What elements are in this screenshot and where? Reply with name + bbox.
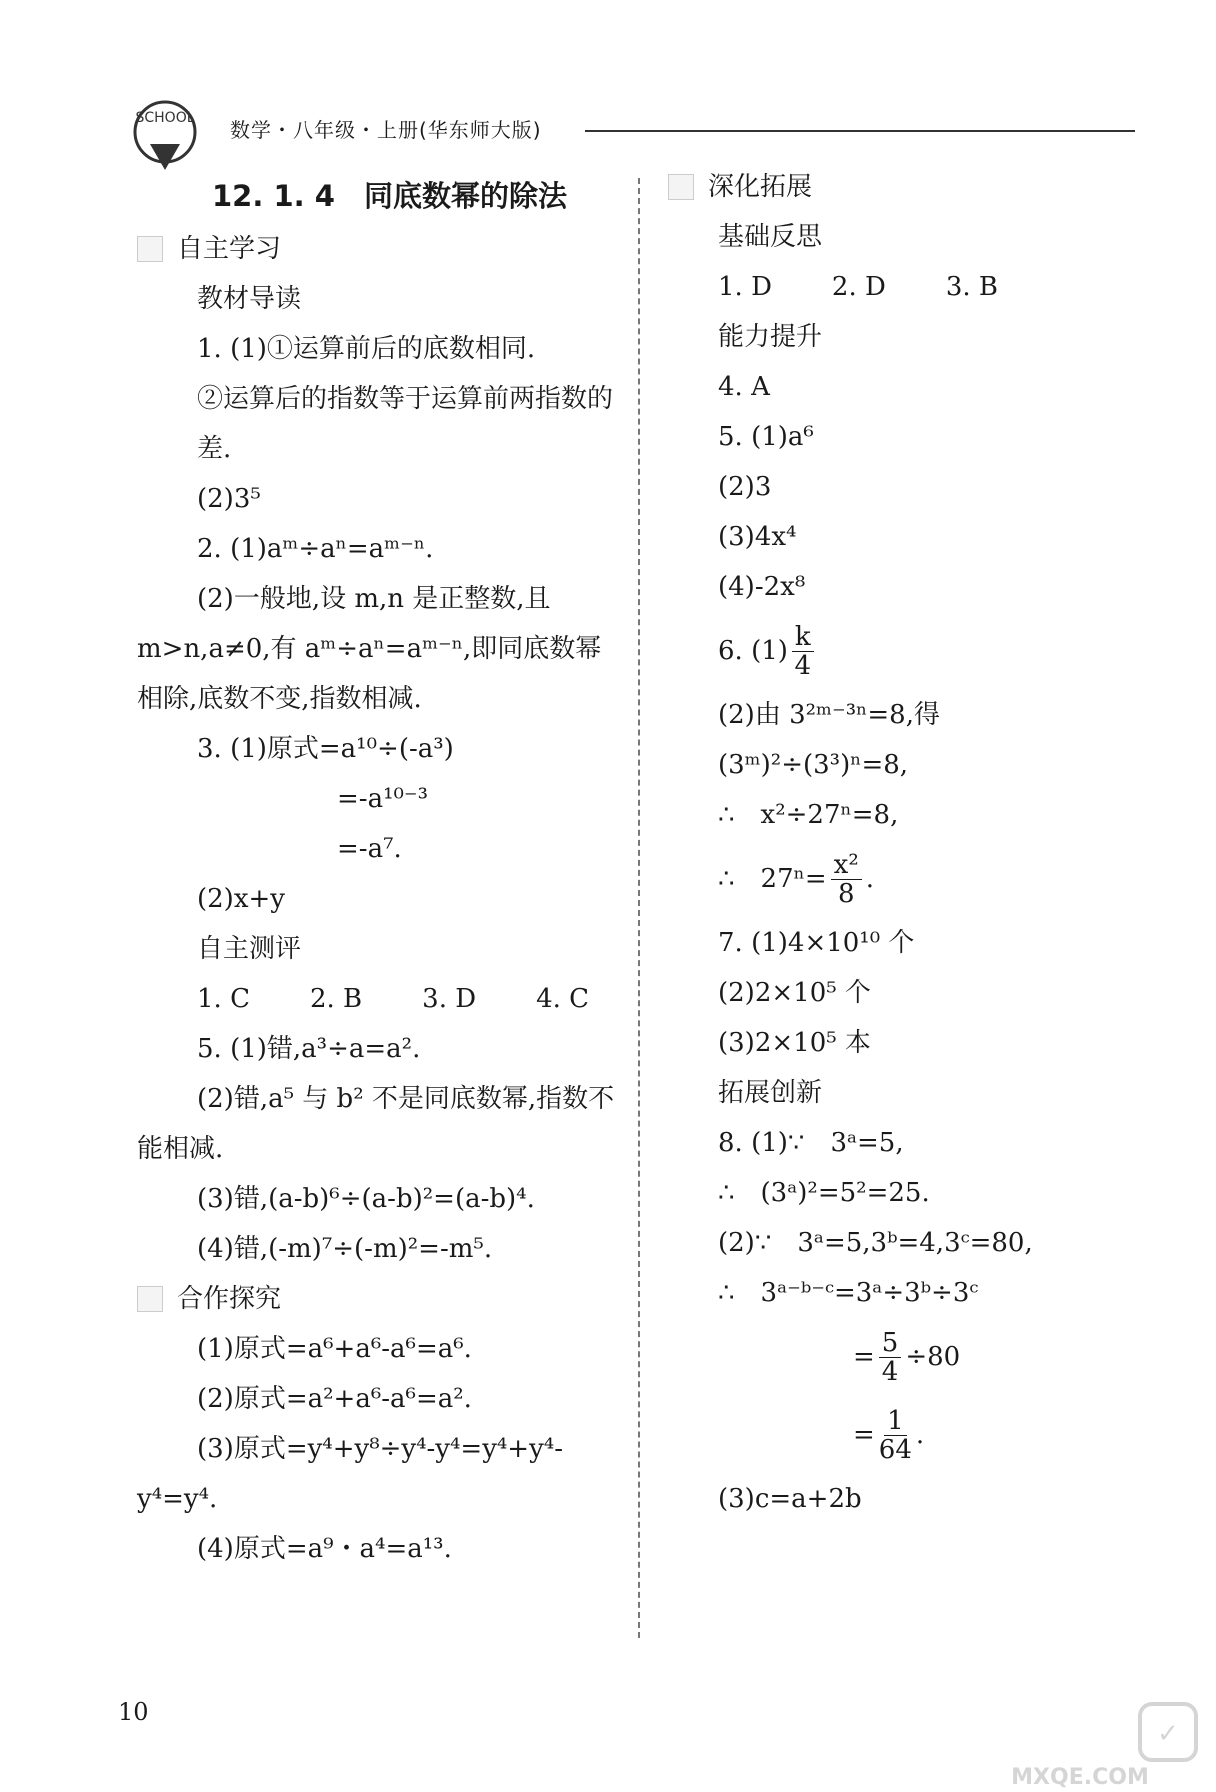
fraction: $\frac{5}{4}$ xyxy=(879,1329,902,1386)
svg-text:✓: ✓ xyxy=(1157,1719,1179,1749)
square-icon xyxy=(668,174,694,200)
answer-line: (4)错,(-m)⁷÷(-m)²=-m⁵. xyxy=(197,1234,493,1264)
answer-line: (2)3⁵ xyxy=(197,484,261,514)
answer-line: 4. A xyxy=(718,372,770,402)
heading-zizhu: 自主学习 xyxy=(137,224,615,274)
answer-item: 3. B xyxy=(945,272,999,302)
watermark-logo xyxy=(940,1700,1210,1790)
answer-line: 8. (1)∵ 3ᵃ=5, xyxy=(718,1128,904,1158)
answer-line: ∴ x²÷27ⁿ=8, xyxy=(718,800,899,830)
answer-line: ②运算后的指数等于运算前两指数的差. xyxy=(197,384,614,464)
answer-line: (2)∵ 3ᵃ=5,3ᵇ=4,3ᶜ=80, xyxy=(718,1228,1033,1258)
watermark-text: MXQE.COM xyxy=(1011,1765,1149,1790)
page-number: 10 xyxy=(118,1698,149,1726)
answer-line: 2. (1)aᵐ÷aⁿ=aᵐ⁻ⁿ. xyxy=(197,534,434,564)
school-logo xyxy=(120,92,220,172)
answer-line: (2)x+y xyxy=(197,884,285,914)
answer-line: ∴ 27ⁿ= $\frac{\text{x²}}{8}$ . xyxy=(718,849,875,909)
heading-shenhua: 深化拓展 xyxy=(668,162,1178,212)
square-icon xyxy=(137,1286,163,1312)
answer-line: = $\frac{5}{4}$ ÷80 xyxy=(853,1327,961,1387)
answer-line: (4)-2x⁸ xyxy=(718,572,806,602)
answer-line: ∴ 3ᵃ⁻ᵇ⁻ᶜ=3ᵃ÷3ᵇ÷3ᶜ xyxy=(718,1278,979,1308)
answer-line: (2)错,a⁵ 与 b² 不是同底数幂,指数不能相减. xyxy=(137,1084,615,1164)
answer-item: 3. D xyxy=(422,984,477,1014)
answer-item: 2. D xyxy=(831,272,886,302)
heading-jichu: 基础反思 xyxy=(718,222,823,252)
answer-line: (3)4x⁴ xyxy=(718,522,797,552)
answer-item: 2. B xyxy=(309,984,363,1014)
answer-line: = $\frac{1}{64}$ . xyxy=(853,1405,925,1465)
answer-row xyxy=(718,262,1178,312)
square-icon xyxy=(137,236,163,262)
answer-line: (2)2×10⁵ 个 xyxy=(718,978,871,1008)
answer-line: (2)3 xyxy=(718,472,772,502)
right-column xyxy=(708,162,1178,1524)
answer-line: (2)原式=a²+a⁶-a⁶=a². xyxy=(197,1384,472,1414)
answer-item: 1. C xyxy=(197,984,250,1014)
answer-row xyxy=(137,974,615,1024)
heading-nengli: 能力提升 xyxy=(718,322,823,352)
section-title: 12. 1. 4 同底数幂的除法 xyxy=(212,179,567,213)
answer-line: (3)原式=y⁴+y⁸÷y⁴-y⁴=y⁴+y⁴-y⁴=y⁴. xyxy=(137,1434,563,1514)
answer-line: 5. (1)a⁶ xyxy=(718,422,814,452)
heading-jiaocai: 教材导读 xyxy=(197,284,302,314)
answer-line: (4)原式=a⁹・a⁴=a¹³. xyxy=(197,1534,452,1564)
answer-line: 5. (1)错,a³÷a=a². xyxy=(197,1034,421,1064)
heading-tuozhan: 拓展创新 xyxy=(718,1078,823,1108)
left-column xyxy=(137,220,615,1574)
answer-line: (3)2×10⁵ 本 xyxy=(718,1028,871,1058)
answer-item: 1. D xyxy=(718,272,772,302)
answer-item: 4. C xyxy=(536,984,590,1014)
answer-line: (3)错,(a-b)⁶÷(a-b)²=(a-b)⁴. xyxy=(197,1184,535,1214)
logo-text: SCHOOL xyxy=(135,110,195,126)
answer-line: ∴ (3ᵃ)²=5²=25. xyxy=(718,1178,930,1208)
answer-line: =-a¹⁰⁻³ xyxy=(337,784,429,814)
fraction: $\frac{\text{x²}}{8}$ xyxy=(831,851,862,908)
fraction: $\frac{1}{64}$ xyxy=(878,1405,912,1465)
answer-line: (3)c=a+2b xyxy=(718,1484,862,1514)
header-rule xyxy=(585,130,1135,132)
answer-line: 6. (1) $\frac{k}{4}$ xyxy=(718,612,1178,690)
answer-line: =-a⁷. xyxy=(337,834,402,864)
column-divider xyxy=(638,178,640,1638)
heading-hezuo: 合作探究 xyxy=(137,1274,615,1324)
answer-line: 3. (1)原式=a¹⁰÷(-a³) xyxy=(197,734,454,764)
answer-line: (3ᵐ)²÷(3³)ⁿ=8, xyxy=(718,750,909,780)
fraction: $\frac{k}{4}$ xyxy=(792,623,814,680)
answer-line: (2)一般地,设 m,n 是正整数,且 m>n,a≠0,有 aᵐ÷aⁿ=aᵐ⁻ⁿ,即同底数幂相除,底数不变,指数相减. xyxy=(137,584,602,714)
answer-line: 1. (1)①运算前后的底数相同. xyxy=(197,334,536,364)
answer-line: (2)由 3²ᵐ⁻³ⁿ=8,得 xyxy=(718,700,940,730)
answer-line: 7. (1)4×10¹⁰ 个 xyxy=(718,928,915,958)
heading-ceping: 自主测评 xyxy=(197,934,302,964)
answer-line: (1)原式=a⁶+a⁶-a⁶=a⁶. xyxy=(197,1334,472,1364)
header-title: 数学・八年级・上册(华东师大版) xyxy=(230,118,542,142)
